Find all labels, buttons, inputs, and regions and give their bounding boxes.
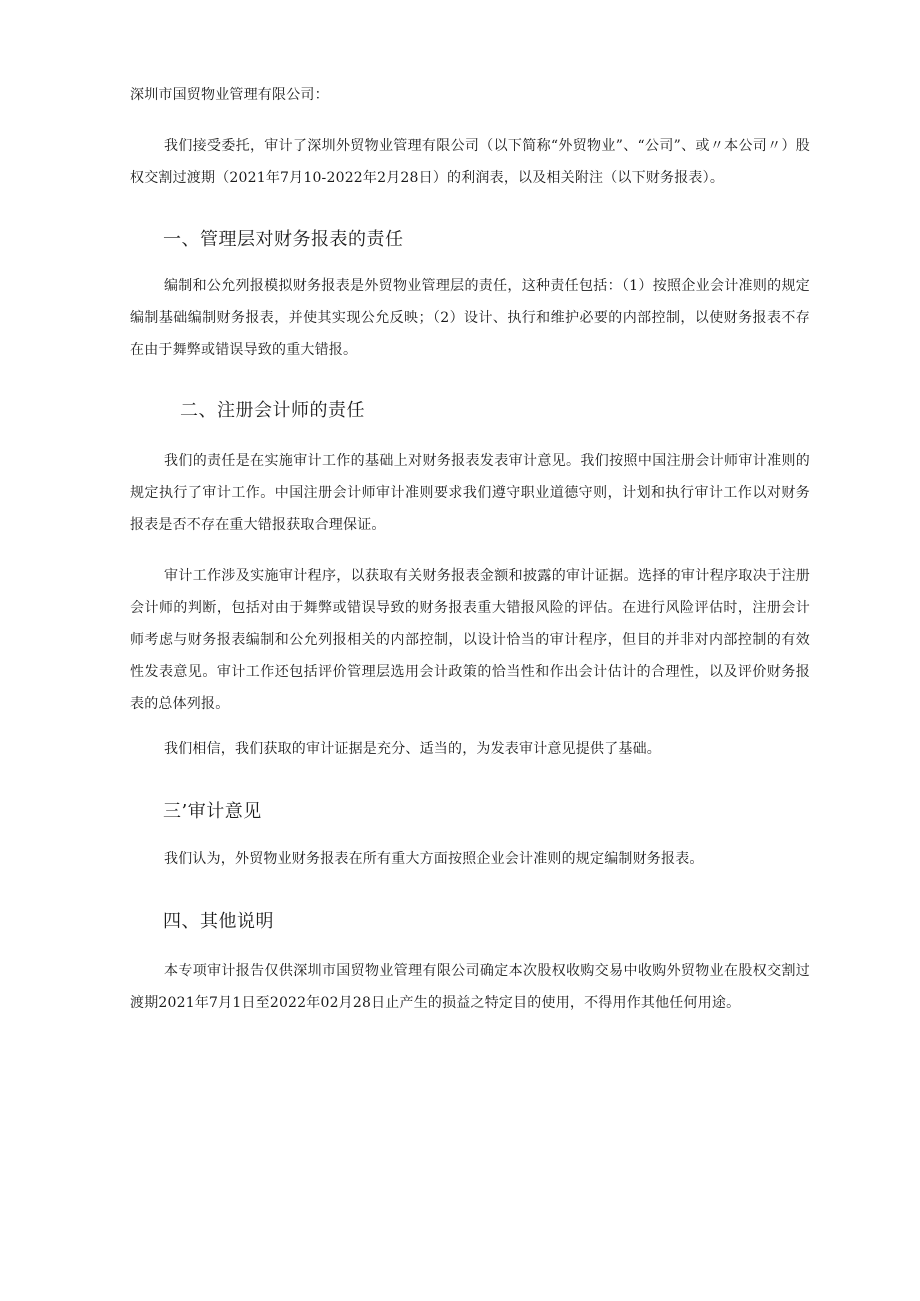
section-heading-management-responsibility: 一、管理层对财务报表的责任	[163, 229, 404, 250]
audit-opinion-paragraph: 我们认为，外贸物业财务报表在所有重大方面按照企业会计准则的规定编制财务报表。	[164, 851, 704, 867]
auditor-responsibility-paragraph-3: 我们相信，我们获取的审计证据是充分、适当的，为发表审计意见提供了基础。	[164, 741, 661, 757]
addressee: 深圳市国贸物业管理有限公司：	[130, 87, 329, 103]
section-heading-audit-opinion: 三’审计意见	[163, 801, 262, 822]
section-heading-auditor-responsibility: 二、注册会计师的责任	[180, 400, 365, 421]
other-notes-paragraph: 本专项审计报告仅供深圳市国贸物业管理有限公司确定本次股权收购交易中收购外贸物业在股权交割过渡期2021年7月1日至2022年02月28日止产生的损益之特定目的使用，不得用作其他任何用途。	[130, 963, 810, 1011]
auditor-responsibility-paragraph-1: 我们的责任是在实施审计工作的基础上对财务报表发表审计意见。我们按照中国注册会计师审计准则的规定执行了审计工作。中国注册会计师审计准则要求我们遵守职业道德守则，计划和执行审计工作以对财务报表是否不存在重大错报获取合理保证。	[130, 453, 810, 533]
section-heading-other-notes: 四、其他说明	[163, 911, 274, 932]
intro-paragraph: 我们接受委托，审计了深圳外贸物业管理有限公司（以下简称“外贸物业”、“公司”、或〃本公司〃）股权交割过渡期（2021年7月10-2022年2月28日）的利润表，以及相关附注（以下财务报表）。	[130, 138, 810, 186]
management-responsibility-paragraph: 编制和公允列报模拟财务报表是外贸物业管理层的责任，这种责任包括：（1）按照企业会计准则的规定编制基础编制财务报表，并使其实现公允反映；（2）设计、执行和维护必要的内部控制，以使财务报表不存在由于舞弊或错误导致的重大错报。	[130, 278, 810, 358]
auditor-responsibility-paragraph-2: 审计工作涉及实施审计程序，以获取有关财务报表金额和披露的审计证据。选择的审计程序取决于注册会计师的判断，包括对由于舞弊或错误导致的财务报表重大错报风险的评估。在进行风险评估时，注册会计师考虑与财务报表编制和公允列报相关的内部控制，以设计恰当的审计程序，但目的并非对内部控制的有效性发表意见。审计工作还包括评价管理层选用会计政策的恰当性和作出会计估计的合理性，以及评价财务报表的总体列报。	[130, 568, 810, 712]
